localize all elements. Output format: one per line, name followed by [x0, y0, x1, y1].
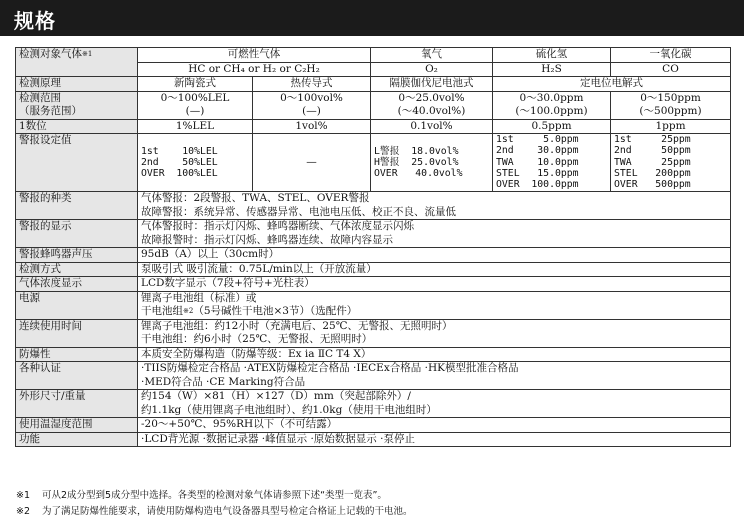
- alarm-kind-value: 气体警报：2段警报、TWA、STEL、OVER警报 故障警报：系统异常、传感器异常、电池电压低、校正不良、流量低: [138, 192, 731, 220]
- range-combustible-vol: 0～100vol% (—): [253, 91, 371, 119]
- continuous-value: 锂离子电池组：约12小时（充满电后、25℃、无警报、无照明时） 干电池组：约6小时（25℃、无警报、无照明时）: [138, 319, 731, 347]
- row-label-dims: 外形尺寸/重量: [16, 390, 138, 418]
- power-value: 锂离子电池组（标准）或 干电池组$^{※2}$（5号碱性干电池×3节）（选配件）: [138, 291, 731, 319]
- principle-ceramic: 新陶瓷式: [138, 77, 253, 92]
- function-value: ·LCD背光源 ·数据记录器 ·峰值显示 ·原始数据显示 ·泵停止: [138, 432, 731, 447]
- formula-h2s: H₂S: [493, 62, 611, 77]
- spec-table: [15, 47, 731, 447]
- table-row: [16, 77, 731, 92]
- row-label-power: 电源: [16, 291, 138, 319]
- footnote-2: ※2 为了满足防爆性能要求，请使用防爆构造电气设备器具型号检定合格证上记载的干电池。: [16, 506, 413, 517]
- alarm-combustible-vol: —: [253, 134, 371, 192]
- row-label-buzzer: 警报蜂鸣器声压: [16, 248, 138, 263]
- formula-co: CO: [611, 62, 731, 77]
- table-row: [16, 134, 731, 192]
- row-label-alarm: 警报设定值: [16, 134, 138, 192]
- display-value: LCD数字显示（7段+符号+光柱表）: [138, 277, 731, 292]
- formula-o2: O₂: [371, 62, 493, 77]
- temp-value: -20～+50℃、95%RH以下（不可结露）: [138, 418, 731, 433]
- method-value: 泵吸引式 吸引流量：0.75L/min以上（开放流量）: [138, 262, 731, 277]
- principle-galvanic: 隔膜伽伐尼电池式: [371, 77, 493, 92]
- col-h2s: 硫化氢: [493, 48, 611, 63]
- row-label-alarm-kind: 警报的种类: [16, 192, 138, 220]
- table-row: [16, 319, 731, 347]
- row-label-temp: 使用温湿度范围: [16, 418, 138, 433]
- table-row: [16, 362, 731, 390]
- section-header: [0, 0, 744, 36]
- row-label-continuous: 连续使用时间: [16, 319, 138, 347]
- digit-o2: 0.1vol%: [371, 119, 493, 134]
- table-row: [16, 277, 731, 292]
- table-row: [16, 390, 731, 418]
- digit-combustible-vol: 1vol%: [253, 119, 371, 134]
- table-row: [16, 119, 731, 134]
- row-label-method: 检测方式: [16, 262, 138, 277]
- row-label-explosion: 防爆性: [16, 347, 138, 362]
- dims-value: 约154（W）×81（H）×127（D）mm（突起部除外）/ 约1.1kg（使用锂离子电池组时）、约1.0kg（使用干电池组时）: [138, 390, 731, 418]
- alarm-combustible-lel: 1st 10%LEL 2nd 50%LEL OVER 100%LEL: [138, 134, 253, 192]
- section-title: 规格: [14, 9, 56, 33]
- row-label-alarm-display: 警报的显示: [16, 220, 138, 248]
- table-row: [16, 347, 731, 362]
- table-row: [16, 48, 731, 63]
- row-label-range: 检测范围 （服务范围）: [16, 91, 138, 119]
- digit-h2s: 0.5ppm: [493, 119, 611, 134]
- table-row: [16, 432, 731, 447]
- footnotes: [16, 488, 413, 520]
- row-label-digit: 1数位: [16, 119, 138, 134]
- table-row: [16, 291, 731, 319]
- row-label-principle: 检测原理: [16, 77, 138, 92]
- col-combustible: 可燃性气体: [138, 48, 371, 63]
- row-label-cert: 各种认证: [16, 362, 138, 390]
- table-row: [16, 418, 731, 433]
- range-o2: 0～25.0vol% (～40.0vol%): [371, 91, 493, 119]
- table-row: [16, 220, 731, 248]
- buzzer-value: 95dB（A）以上（30cm时）: [138, 248, 731, 263]
- table-row: [16, 91, 731, 119]
- principle-electrochemical: 定电位电解式: [493, 77, 731, 92]
- range-co: 0～150ppm (～500ppm): [611, 91, 731, 119]
- col-co: 一氧化碳: [611, 48, 731, 63]
- digit-combustible-lel: 1%LEL: [138, 119, 253, 134]
- col-o2: 氧气: [371, 48, 493, 63]
- row-label-function: 功能: [16, 432, 138, 447]
- range-combustible-lel: 0～100%LEL (—): [138, 91, 253, 119]
- row-label-display: 气体浓度显示: [16, 277, 138, 292]
- table-row: [16, 192, 731, 220]
- range-h2s: 0～30.0ppm (～100.0ppm): [493, 91, 611, 119]
- alarm-co: 1st 25ppm 2nd 50ppm TWA 25ppm STEL 200ppm OVER 500ppm: [611, 134, 731, 192]
- table-row: [16, 262, 731, 277]
- alarm-h2s: 1st 5.0ppm 2nd 30.0ppm TWA 10.0ppm STEL 15.0ppm OVER 100.0ppm: [493, 134, 611, 192]
- footnote-1: ※1 可从2成分型到5成分型中选择。各类型的检测对象气体请参照下述“类型一览表”。: [16, 490, 387, 501]
- principle-thermal: 热传导式: [253, 77, 371, 92]
- table-row: [16, 248, 731, 263]
- row-label-target: 检测对象气体$^{※1}$: [16, 48, 138, 77]
- alarm-o2: L警报 18.0vol% H警报 25.0vol% OVER 40.0vol%: [371, 134, 493, 192]
- explosion-value: 本质安全防爆构造（防爆等级：Ex ia ⅡC T4 X）: [138, 347, 731, 362]
- cert-value: ·TIIS防爆检定合格品 ·ATEX防爆检定合格品 ·IECEx合格品 ·HK模型批准合格品 ·MED符合品 ·CE Marking符合品: [138, 362, 731, 390]
- digit-co: 1ppm: [611, 119, 731, 134]
- formula-combustible: HC or CH₄ or H₂ or C₂H₂: [138, 62, 371, 77]
- alarm-display-value: 气体警报时：指示灯闪烁、蜂鸣器断续、气体浓度显示闪烁 故障报警时：指示灯闪烁、蜂鸣器连续、故障内容显示: [138, 220, 731, 248]
